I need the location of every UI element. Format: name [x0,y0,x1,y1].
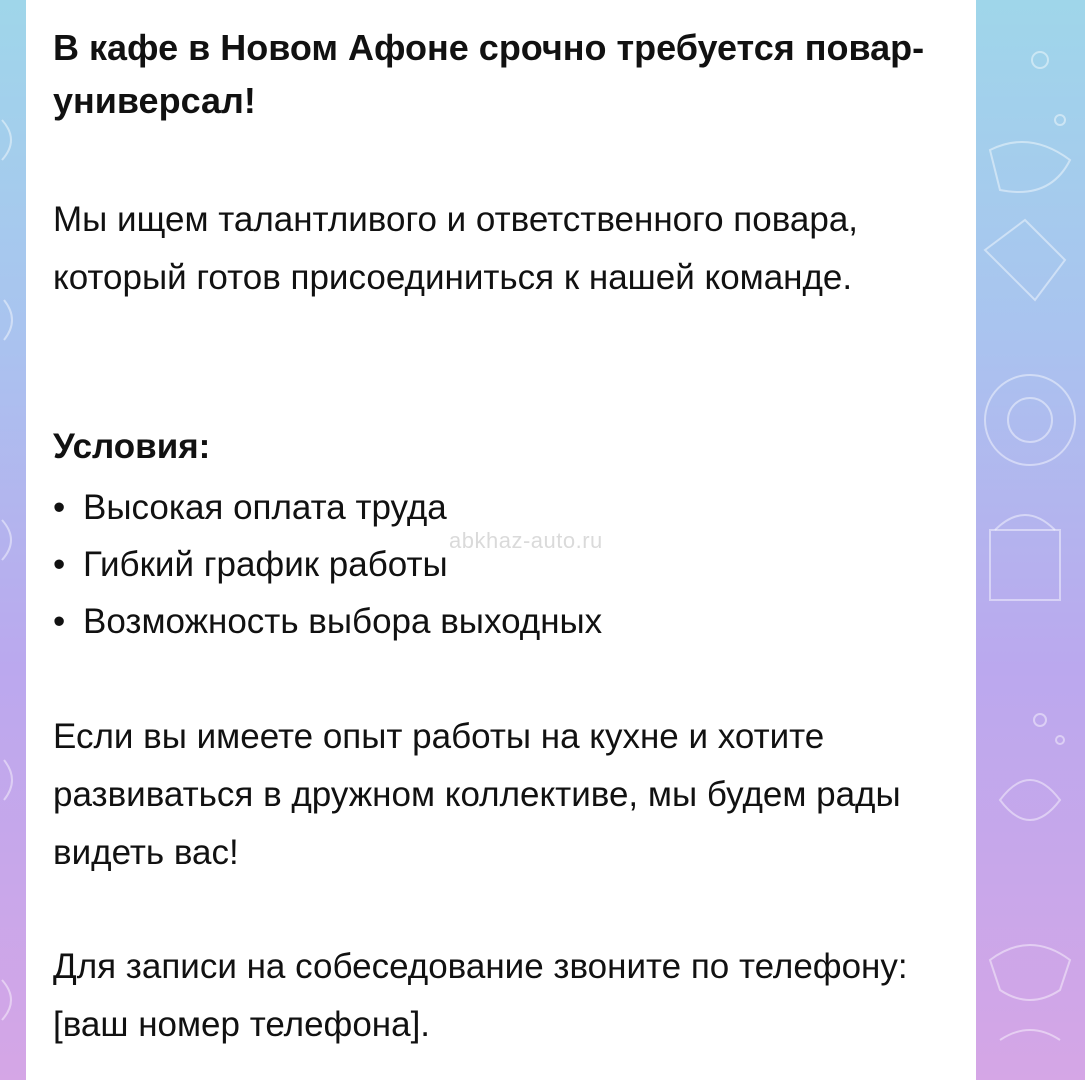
message-bubble [26,0,976,1080]
bullet-icon: • [53,545,66,584]
condition-text: Возможность выбора выходных [83,602,603,641]
list-item [53,593,953,650]
condition-text: Высокая оплата труда [83,488,447,527]
conditions-heading: Условия: [53,427,211,466]
message-contact: Для записи на собеседование звоните по телефону: [ваш номер телефона]. [53,947,908,1044]
condition-text: Гибкий график работы [83,545,448,584]
watermark: abkhaz-auto.ru [449,528,603,553]
conditions-list [53,479,953,650]
message-title: В кафе в Новом Афоне срочно требуется повар-универсал! [53,27,925,121]
bullet-icon: • [53,602,66,641]
bullet-icon: • [53,488,66,527]
message-intro: Мы ищем талантливого и ответственного повара, который готов присоединиться к нашей команде. [53,200,859,297]
message-experience: Если вы имеете опыт работы на кухне и хотите развиваться в дружном коллективе, мы будем рады видеть вас! [53,717,901,872]
